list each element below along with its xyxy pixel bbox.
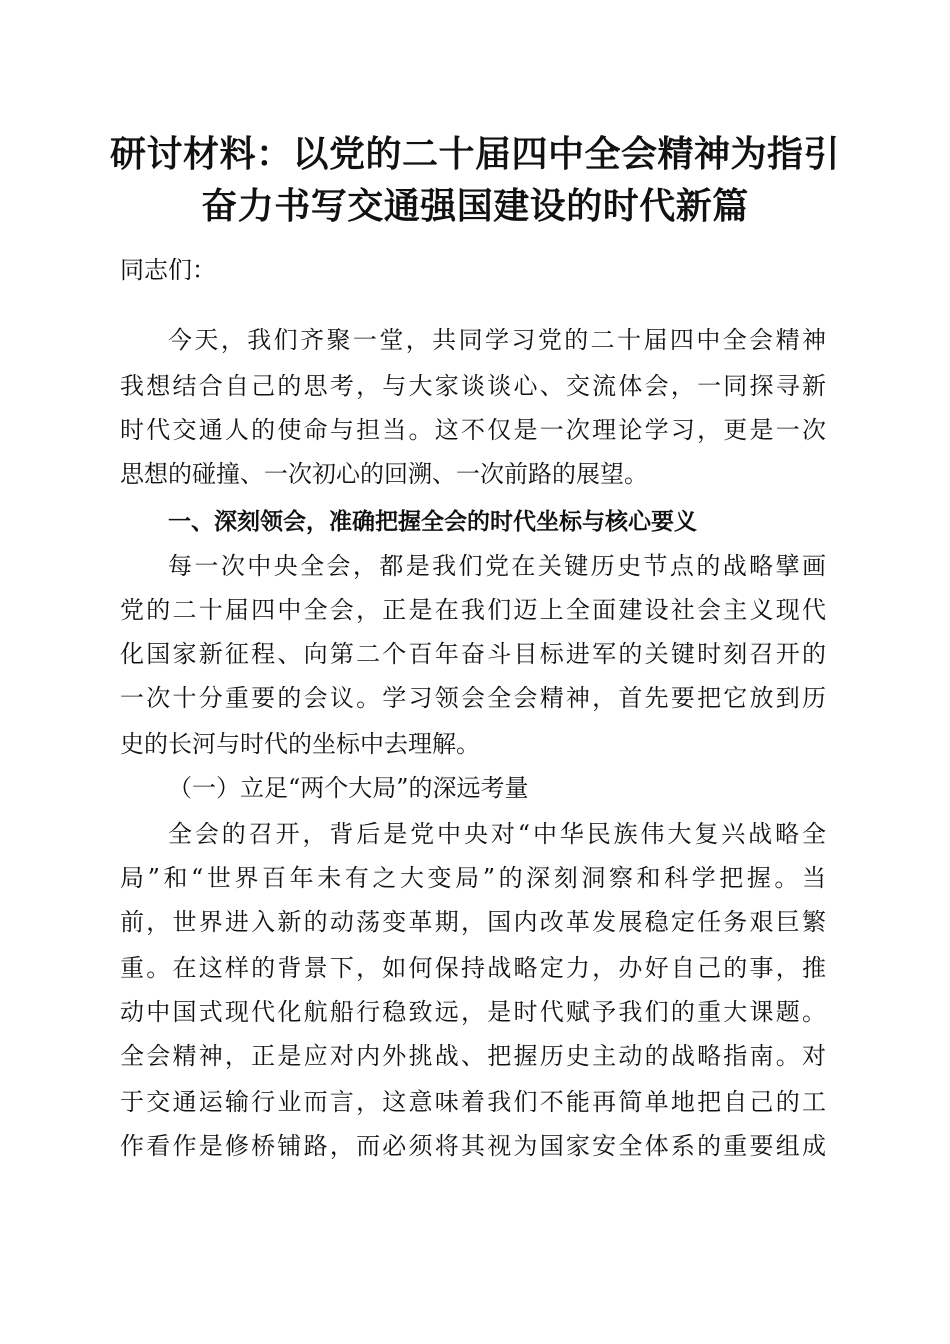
paragraph-line: 我想结合自己的思考，与大家谈谈心、交流体会，一同探寻新 — [120, 372, 826, 400]
paragraph-line: 重。在这样的背景下，如何保持战略定力，办好自己的事，推 — [120, 954, 826, 982]
paragraph-line: 党的二十届四中全会，正是在我们迈上全面建设社会主义现代 — [120, 596, 826, 624]
paragraph-line: 一次十分重要的会议。学习领会全会精神，首先要把它放到历 — [120, 684, 826, 712]
paragraph-line: 每一次中央全会，都是我们党在关键历史节点的战略擘画 — [168, 552, 826, 580]
paragraph-line: 于交通运输行业而言，这意味着我们不能再简单地把自己的工 — [120, 1088, 826, 1116]
subsection-heading: （一）立足“两个大局”的深远考量 — [168, 774, 529, 802]
paragraph-line: 局”和“世界百年未有之大变局”的深刻洞察和科学把握。当 — [120, 864, 826, 892]
paragraph-line: 作看作是修桥铺路，而必须将其视为国家安全体系的重要组成 — [120, 1132, 826, 1160]
document-title-line-1: 研讨材料：以党的二十届四中全会精神为指引 — [109, 133, 840, 175]
paragraph-line: 前，世界进入新的动荡变革期，国内改革发展稳定任务艰巨繁 — [120, 908, 826, 936]
salutation: 同志们： — [120, 256, 216, 284]
paragraph-line: 今天，我们齐聚一堂，共同学习党的二十届四中全会精神 — [168, 326, 826, 354]
paragraph-line: 史的长河与时代的坐标中去理解。 — [120, 730, 480, 758]
paragraph-line: 动中国式现代化航船行稳致远，是时代赋予我们的重大课题。 — [120, 998, 826, 1026]
paragraph-line: 全会的召开，背后是党中央对“中华民族伟大复兴战略全 — [168, 820, 826, 848]
paragraph-line: 时代交通人的使命与担当。这不仅是一次理论学习，更是一次 — [120, 416, 826, 444]
paragraph-line: 化国家新征程、向第二个百年奋斗目标进军的关键时刻召开的 — [120, 640, 826, 668]
section-heading: 一、深刻领会，准确把握全会的时代坐标与核心要义 — [168, 509, 697, 535]
paragraph-line: 思想的碰撞、一次初心的回溯、一次前路的展望。 — [120, 460, 648, 488]
document-title-line-2: 奋力书写交通强国建设的时代新篇 — [201, 185, 749, 227]
paragraph-line: 全会精神，正是应对内外挑战、把握历史主动的战略指南。对 — [120, 1042, 826, 1070]
